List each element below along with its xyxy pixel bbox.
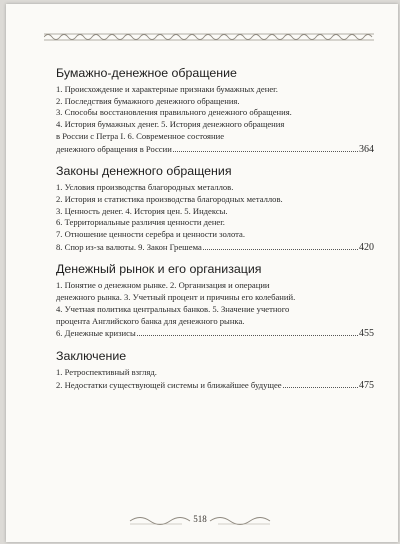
toc-entry-with-page[interactable] bbox=[56, 379, 374, 392]
dot-leader bbox=[203, 241, 358, 250]
decorative-border-ornament bbox=[44, 30, 374, 44]
toc-section bbox=[56, 164, 374, 253]
entry-text: 6. Денежные кризисы bbox=[56, 328, 136, 339]
dot-leader bbox=[137, 327, 358, 336]
entry-text: 2. Недостатки существующей системы и ближайшее будущее bbox=[56, 379, 282, 390]
table-of-contents bbox=[56, 66, 374, 400]
toc-line: 7. Отношение ценности серебра и ценности золота. bbox=[56, 229, 245, 240]
toc-entry-with-page[interactable] bbox=[56, 143, 374, 156]
entry-text: денежного обращения в России bbox=[56, 143, 172, 154]
page-ref: 455 bbox=[359, 328, 374, 340]
section-title: Заключение bbox=[56, 348, 127, 363]
toc-section bbox=[56, 262, 374, 340]
toc-line: 1. Условия производства благородных металлов. bbox=[56, 182, 234, 193]
toc-line: 6. Территориальные различия ценности денег. bbox=[56, 217, 225, 228]
toc-line: 2. Последствия бумажного денежного обращения. bbox=[56, 95, 240, 106]
toc-line: 3. Ценность денег. 4. История цен. 5. Индексы. bbox=[56, 205, 228, 216]
toc-line: 1. Понятие о денежном рынке. 2. Организация и операции bbox=[56, 280, 270, 291]
toc-line: 1. Ретроспективный взгляд. bbox=[56, 366, 157, 377]
toc-entry-with-page[interactable] bbox=[56, 241, 374, 254]
toc-entry-with-page[interactable] bbox=[56, 327, 374, 340]
toc-line: процента Английского банка для денежного рынка. bbox=[56, 315, 245, 326]
section-title: Законы денежного обращения bbox=[56, 164, 232, 179]
toc-line: 4. Учетная политика центральных банков. 5. Значение учетного bbox=[56, 303, 290, 314]
toc-line: 3. Способы восстановления правильного денежного обращения. bbox=[56, 107, 292, 118]
section-title: Денежный рынок и его организация bbox=[56, 262, 262, 277]
page-ref: 420 bbox=[359, 241, 374, 253]
entry-text: 8. Спор из-за валюты. 9. Закон Грешема bbox=[56, 241, 202, 252]
page-ref: 475 bbox=[359, 379, 374, 391]
toc-line: 2. История и статистика производства благородных металлов. bbox=[56, 193, 283, 204]
toc-section bbox=[56, 66, 374, 155]
dot-leader bbox=[173, 143, 358, 152]
toc-section bbox=[56, 349, 374, 391]
page-ref: 364 bbox=[359, 143, 374, 155]
page-number: 518 bbox=[193, 514, 207, 524]
toc-line: 1. Происхождение и характерные признаки бумажных денег. bbox=[56, 84, 278, 94]
toc-line: 4. История бумажных денег. 5. История денежного обращения bbox=[56, 119, 285, 130]
toc-line: в России с Петра I. 6. Современное состояние bbox=[56, 130, 225, 141]
dot-leader bbox=[283, 379, 358, 388]
section-title: Бумажно-денежное обращение bbox=[56, 66, 237, 80]
toc-line: денежного рынка. 3. Учетный процент и причины его колебаний. bbox=[56, 292, 296, 303]
